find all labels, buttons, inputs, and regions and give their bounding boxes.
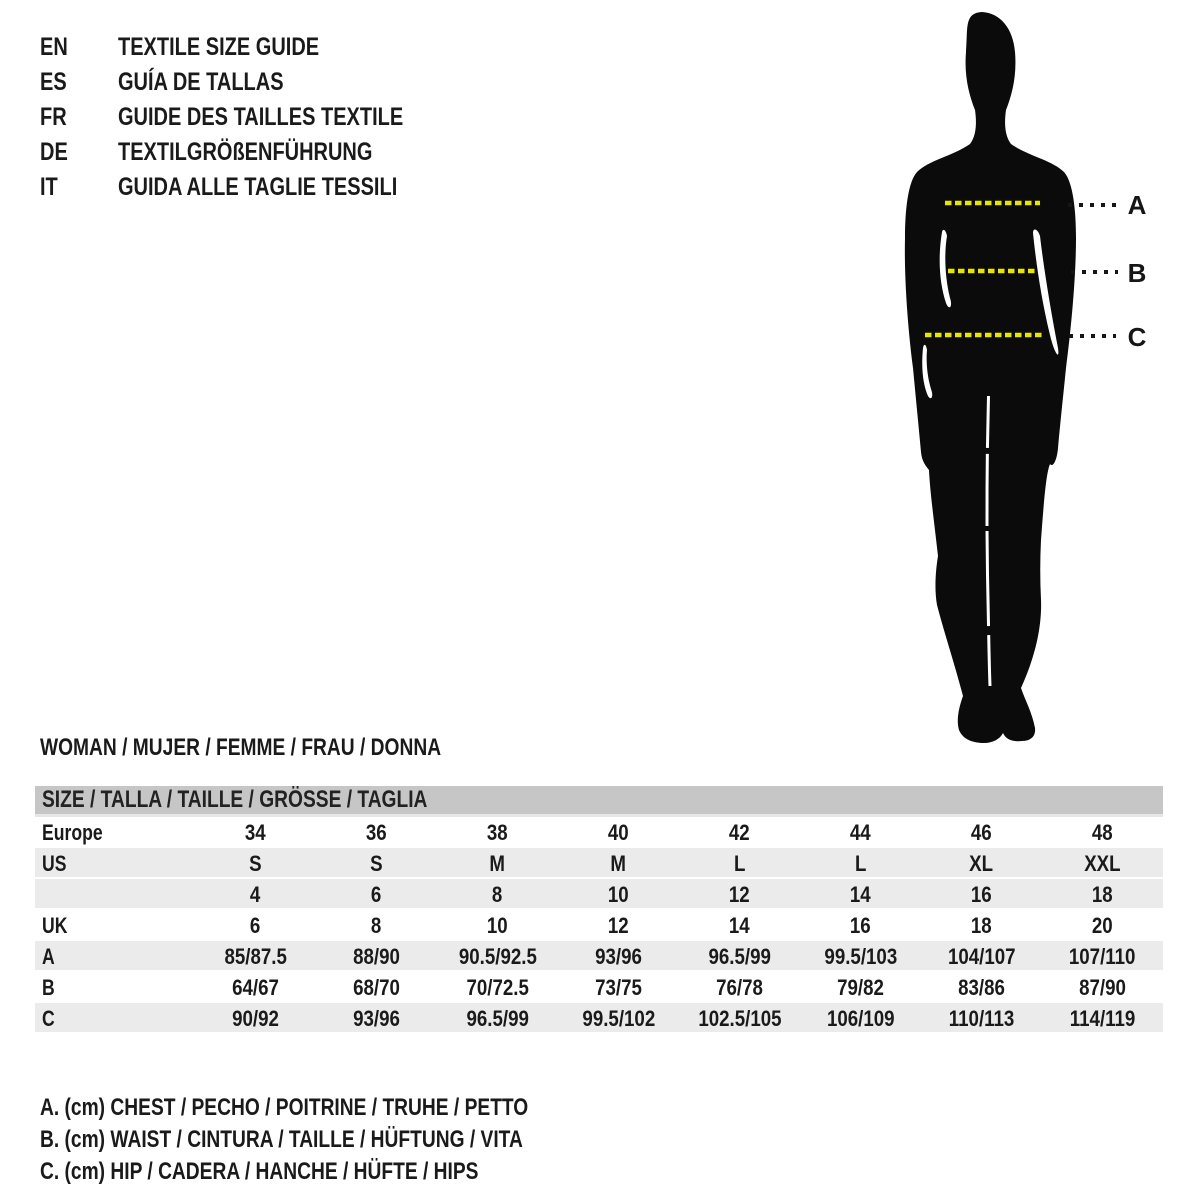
lang-title-en: TEXTILE SIZE GUIDE xyxy=(118,33,320,61)
cell-value: 36 xyxy=(366,819,387,845)
legend-chest-text: A. (cm) CHEST / PECHO / POITRINE / TRUHE / PETTO xyxy=(40,1094,529,1121)
cell-value: 79/82 xyxy=(837,974,884,1000)
lang-code-it: IT xyxy=(40,173,58,201)
lang-title-de: TEXTILGRÖßENFÜHRUNG xyxy=(118,138,373,166)
cell-value: 96.5/99 xyxy=(708,943,771,969)
lang-code-fr: FR xyxy=(40,103,67,131)
cell-value: 18 xyxy=(1092,881,1113,907)
legend-hip-text: C. (cm) HIP / CADERA / HANCHE / HÜFTE / HIPS xyxy=(40,1158,479,1185)
cell-value: 8 xyxy=(371,912,382,938)
cell-value: L xyxy=(854,850,867,876)
chest-marker-label: A xyxy=(1127,190,1147,220)
table-row-waist-b xyxy=(35,972,1163,1003)
cell-value: 16 xyxy=(850,912,871,938)
legend-chest xyxy=(40,1092,650,1124)
cell-value: 99.5/102 xyxy=(582,1005,655,1031)
cell-value: 104/107 xyxy=(947,943,1016,969)
cell-value: 114/119 xyxy=(1069,1005,1136,1031)
cell-value: 38 xyxy=(487,819,508,845)
cell-value: 20 xyxy=(1092,912,1113,938)
lang-title-it: GUIDA ALLE TAGLIE TESSILI xyxy=(118,173,398,201)
row-label: UK xyxy=(42,912,68,938)
table-row-chest-a xyxy=(35,941,1163,972)
cell-value: 85/87.5 xyxy=(224,943,287,969)
cell-value: 14 xyxy=(850,881,871,907)
cell-value: 34 xyxy=(245,819,266,845)
cell-value: 106/109 xyxy=(826,1005,895,1031)
cell-value: 107/110 xyxy=(1069,943,1136,969)
size-table-header-text: SIZE / TALLA / TAILLE / GRÖSSE / TAGLIA xyxy=(42,786,428,813)
legend-waist xyxy=(40,1124,650,1156)
cell-value: 44 xyxy=(850,819,871,845)
legend-waist-text: B. (cm) WAIST / CINTURA / TAILLE / HÜFTUNG / VITA xyxy=(40,1126,523,1153)
woman-silhouette-graphic xyxy=(860,0,1200,760)
cell-value: S xyxy=(370,850,383,876)
cell-value: 110/113 xyxy=(948,1005,1015,1031)
lang-code-de: DE xyxy=(40,138,68,166)
cell-value: 12 xyxy=(729,881,750,907)
lang-title-fr: GUIDE DES TAILLES TEXTILE xyxy=(118,103,404,131)
cell-value: 70/72.5 xyxy=(466,974,529,1000)
cell-value: 88/90 xyxy=(353,943,400,969)
row-label: Europe xyxy=(42,819,103,845)
cell-value: 93/96 xyxy=(353,1005,400,1031)
cell-value: 40 xyxy=(608,819,629,845)
waist-marker-label: B xyxy=(1127,258,1147,288)
cell-value: 83/86 xyxy=(958,974,1005,1000)
cell-value: 6 xyxy=(250,912,261,938)
cell-value: 42 xyxy=(729,819,750,845)
section-title-text: WOMAN / MUJER / FEMME / FRAU / DONNA xyxy=(40,734,442,761)
lang-row-fr xyxy=(40,100,475,135)
cell-value: XL xyxy=(969,850,994,876)
language-title-list xyxy=(40,30,475,205)
lang-code-en: EN xyxy=(40,33,68,61)
cell-value: 90.5/92.5 xyxy=(458,943,537,969)
measurement-legend xyxy=(40,1092,650,1188)
cell-value: M xyxy=(610,850,627,876)
cell-value: 10 xyxy=(487,912,508,938)
cell-value: M xyxy=(489,850,506,876)
lang-row-es xyxy=(40,65,475,100)
size-table-header xyxy=(35,786,1163,817)
cell-value: 87/90 xyxy=(1079,974,1126,1000)
cell-value: 93/96 xyxy=(595,943,642,969)
cell-value: 4 xyxy=(250,881,261,907)
row-label: A xyxy=(42,943,55,969)
table-row-us-numeric xyxy=(35,879,1163,910)
cell-value: 8 xyxy=(492,881,503,907)
table-row-uk xyxy=(35,910,1163,941)
table-row-hip-c xyxy=(35,1003,1163,1034)
cell-value: 46 xyxy=(971,819,992,845)
lang-row-en xyxy=(40,30,475,65)
woman-silhouette xyxy=(905,12,1076,743)
cell-value: 6 xyxy=(371,881,382,907)
cell-value: 16 xyxy=(971,881,992,907)
size-guide-figure xyxy=(860,0,1200,760)
cell-value: 99.5/103 xyxy=(824,943,897,969)
cell-value: XXL xyxy=(1084,850,1121,876)
cell-value: 96.5/99 xyxy=(466,1005,529,1031)
row-label: US xyxy=(42,850,67,876)
cell-value: 76/78 xyxy=(716,974,763,1000)
cell-value: 48 xyxy=(1092,819,1113,845)
cell-value: 14 xyxy=(729,912,750,938)
cell-value: 64/67 xyxy=(232,974,279,1000)
size-table xyxy=(35,786,1163,1034)
table-row-europe xyxy=(35,817,1163,848)
cell-value: 12 xyxy=(608,912,629,938)
lang-code-es: ES xyxy=(40,68,67,96)
hip-marker-label: C xyxy=(1127,322,1147,352)
cell-value: 10 xyxy=(608,881,629,907)
table-row-us xyxy=(35,848,1163,879)
lang-row-de xyxy=(40,135,475,170)
cell-value: 90/92 xyxy=(232,1005,279,1031)
cell-value: 73/75 xyxy=(595,974,642,1000)
row-label: B xyxy=(42,974,55,1000)
section-title-woman xyxy=(40,734,541,762)
legend-hip xyxy=(40,1156,650,1188)
lang-title-es: GUÍA DE TALLAS xyxy=(118,68,284,96)
cell-value: 68/70 xyxy=(353,974,400,1000)
row-label: C xyxy=(42,1005,55,1031)
cell-value: 102.5/105 xyxy=(697,1005,782,1031)
lang-row-it xyxy=(40,170,475,205)
cell-value: L xyxy=(733,850,746,876)
cell-value: 18 xyxy=(971,912,992,938)
cell-value: S xyxy=(249,850,262,876)
